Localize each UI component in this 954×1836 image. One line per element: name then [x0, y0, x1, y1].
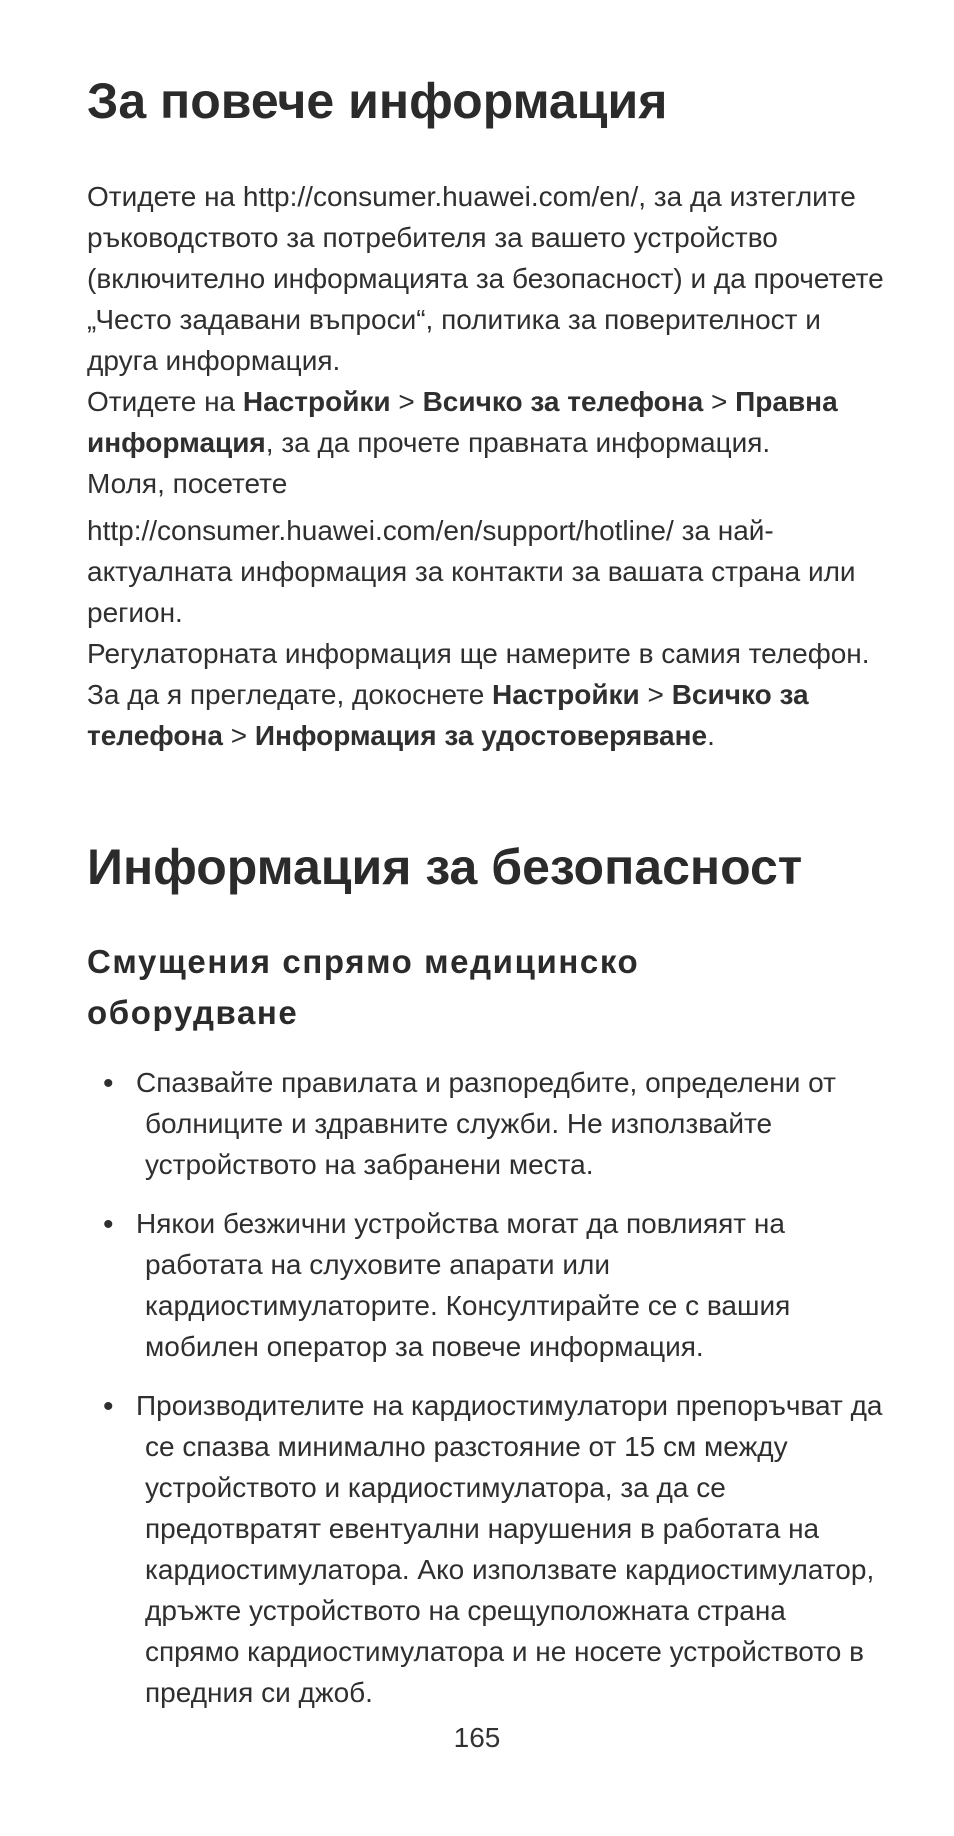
bullet-icon: • [103, 1208, 114, 1241]
more-info-section [87, 176, 887, 756]
menu-path-about-phone: Всичко за телефона [422, 386, 704, 417]
medical-bullet-list [87, 1062, 887, 1731]
menu-path-legal-info: Правна информация [87, 386, 838, 458]
bullet-icon: • [103, 1067, 114, 1100]
heading-safety-info: Информация за безопасност [87, 839, 803, 895]
menu-path-settings: Настройки [492, 679, 640, 710]
menu-path-certification: Информация за удостоверяване [254, 720, 708, 751]
path-separator: > [703, 386, 736, 417]
path-separator: > [390, 386, 423, 417]
path-separator: > [639, 679, 672, 710]
paragraph-visit: Моля, посетете [87, 468, 288, 499]
path-separator: > [223, 720, 255, 751]
text: Отидете на [87, 386, 243, 417]
heading-more-info: За повече информация [87, 73, 668, 129]
list-item [87, 1203, 887, 1367]
menu-path-about-phone: Всичко за телефона [87, 679, 809, 751]
list-item-text: Спазвайте правилата и разпоредбите, определени от болниците и здравните служби. Не използвайте устройството на забранени места. [136, 1067, 836, 1180]
menu-path-settings: Настройки [242, 386, 391, 417]
list-item-text: Производителите на кардиостимулатори препоръчват да се спазва минимално разстояние от 15 см между устройството и кардиостимулатора, за да се предотвратят евентуални нарушения в работата на кардиостимулатора. Ако използвате кардиостимулатор, дръжте устройството на срещуположната страна спрямо кардиостимулатора и не носете устройството в предния си джоб. [136, 1390, 883, 1708]
list-item-text: Някои безжични устройства могат да повлияят на работата на слуховите апарати или кардиостимулаторите. Консултирайте се с вашия мобилен оператор за повече информация. [136, 1208, 791, 1362]
paragraph-legal-info [87, 381, 887, 463]
list-item [87, 1062, 887, 1185]
paragraph-certification [87, 674, 887, 756]
list-item [87, 1385, 887, 1713]
text: За да я прегледате, докоснете [87, 679, 493, 710]
subheading-medical-interference: Смущения спрямо медицинско оборудване [87, 943, 640, 1031]
text: , за да прочете правната информация. [265, 427, 771, 458]
page-number: 165 [453, 1722, 501, 1753]
bullet-icon: • [103, 1390, 114, 1423]
paragraph-hotline: http://consumer.huawei.com/en/support/hotline/ за най-актуалната информация за контакти за вашата страна или регион. [87, 515, 856, 628]
paragraph-regulatory: Регулаторната информация ще намерите в самия телефон. [87, 638, 870, 669]
paragraph-download-manual: Отидете на http://consumer.huawei.com/en/, за да изтеглите ръководството за потребителя за вашето устройство (включително информацията за безопасност) и да прочетете „Често задавани въпроси“, политика за поверителност и друга информация. [87, 181, 884, 376]
text: . [707, 720, 715, 751]
